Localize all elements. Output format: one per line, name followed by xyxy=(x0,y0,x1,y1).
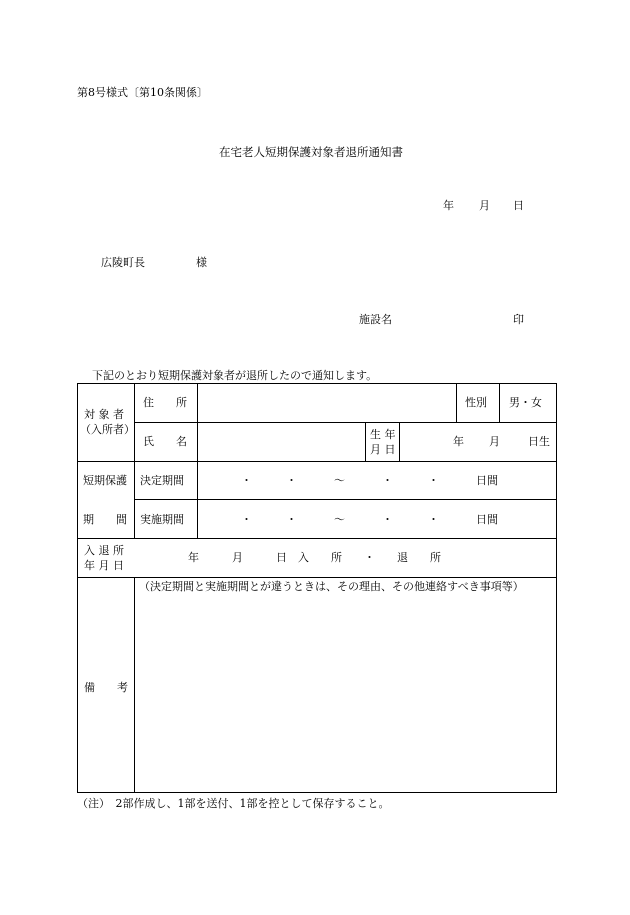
inout-date-field[interactable]: 年 月 日 入 所 ・ 退 所 xyxy=(188,551,441,564)
birth-label-line2: 月 日 xyxy=(370,443,396,456)
date-separator: ・ xyxy=(428,474,439,487)
gender-label: 性別 xyxy=(465,396,487,409)
date-separator: ・ xyxy=(286,513,297,526)
range-tilde: ～ xyxy=(334,474,345,487)
address-field[interactable] xyxy=(198,385,456,421)
birth-year-unit: 年 xyxy=(453,435,464,448)
birth-month-unit: 月 xyxy=(489,435,500,448)
form-number: 第8号様式〔第10条関係〕 xyxy=(77,86,208,99)
remarks-field[interactable] xyxy=(135,596,555,792)
name-field[interactable] xyxy=(198,424,364,460)
date-separator: ・ xyxy=(241,474,252,487)
gender-options[interactable]: 男・女 xyxy=(509,396,542,409)
period-label-line1: 短期保護 xyxy=(83,474,127,487)
date-day: 日 xyxy=(513,199,524,212)
remarks-label: 備 考 xyxy=(84,681,128,694)
address-label: 住 所 xyxy=(143,396,187,409)
days-unit: 日間 xyxy=(476,474,498,487)
remarks-note: （決定期間と実施期間とが違うときは、その理由、その他連絡すべき事項等） xyxy=(139,580,524,593)
period-label-line2: 期 間 xyxy=(83,513,127,526)
actual-period-label: 実施期間 xyxy=(140,513,184,526)
date-month: 月 xyxy=(479,199,490,212)
subject-label-line1: 対 象 者 xyxy=(84,408,124,421)
addressee-name: 広陵町長 xyxy=(101,256,145,269)
birth-day-unit: 日生 xyxy=(528,435,550,448)
date-separator: ・ xyxy=(286,474,297,487)
footnote: （注） 2部作成し、1部を送付、1部を控として保存すること。 xyxy=(77,797,390,810)
date-separator: ・ xyxy=(241,513,252,526)
date-separator: ・ xyxy=(382,513,393,526)
days-unit: 日間 xyxy=(476,513,498,526)
inout-label-line1: 入 退 所 xyxy=(84,544,124,557)
date-separator: ・ xyxy=(382,474,393,487)
document-title: 在宅老人短期保護対象者退所通知書 xyxy=(219,145,403,159)
addressee-honorific: 様 xyxy=(196,256,207,269)
range-tilde: ～ xyxy=(334,513,345,526)
facility-name-label: 施設名 xyxy=(359,313,392,326)
date-year: 年 xyxy=(443,199,454,212)
name-label: 氏 名 xyxy=(143,435,187,448)
seal-mark: 印 xyxy=(513,313,524,326)
date-separator: ・ xyxy=(428,513,439,526)
subject-label-line2: （入所者） xyxy=(80,423,135,436)
intro-text: 下記のとおり短期保護対象者が退所したので通知します。 xyxy=(92,369,378,382)
birth-label-line1: 生 年 xyxy=(370,428,396,441)
notice-form-table xyxy=(77,383,557,793)
inout-label-line2: 年 月 日 xyxy=(84,559,124,572)
decided-period-label: 決定期間 xyxy=(140,474,184,487)
